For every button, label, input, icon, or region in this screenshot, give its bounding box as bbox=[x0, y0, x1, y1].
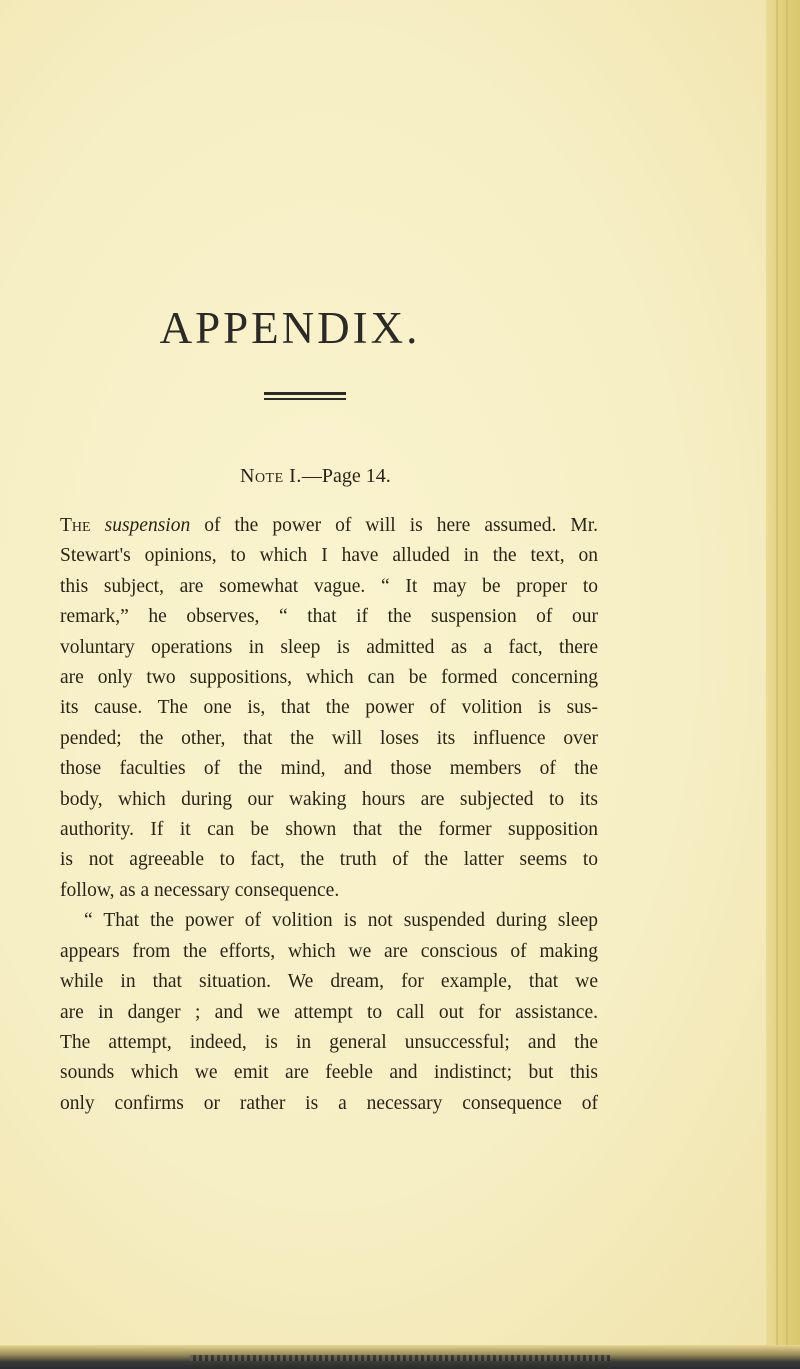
text-line: is not agreeable to fact, the truth of the latter seems to bbox=[60, 849, 598, 871]
text-line: are in danger ; and we attempt to call out for assistance. bbox=[60, 1001, 598, 1023]
text-line: follow, as a necessary consequence. bbox=[60, 879, 340, 901]
text-line: pended; the other, that the will loses its influence over bbox=[60, 727, 598, 749]
note-label: Note I. bbox=[240, 465, 302, 487]
text-line: its cause. The one is, that the power of volition is sus- bbox=[60, 697, 598, 719]
book-binding-bottom bbox=[0, 1345, 800, 1369]
heading-rule bbox=[264, 392, 346, 402]
note-page-ref: Page 14. bbox=[321, 465, 391, 487]
italic-word: suspension bbox=[104, 515, 191, 536]
text-line: remark,” he observes, “ that if the suspension of our bbox=[60, 606, 598, 628]
opening-word: The bbox=[60, 515, 91, 536]
text-line: “ That the power of volition is not suspended during sleep bbox=[84, 910, 598, 932]
text-line: The suspension of the power of will is here assumed. Mr. bbox=[60, 515, 598, 536]
binding-pattern bbox=[190, 1355, 610, 1361]
text-line: appears from the efforts, which we are conscious of making bbox=[60, 940, 598, 962]
text-line: Stewart's opinions, to which I have alluded in the text, on bbox=[60, 545, 598, 567]
text-line: sounds which we emit are feeble and indistinct; but this bbox=[60, 1062, 598, 1084]
page-heading: APPENDIX. bbox=[159, 303, 421, 353]
text-line: The attempt, indeed, is in general unsuccessful; and the bbox=[60, 1031, 598, 1053]
heading-rule-thin bbox=[264, 398, 346, 400]
text-line: are only two suppositions, which can be formed concerning bbox=[60, 667, 598, 689]
text-line: only confirms or rather is a necessary consequence of bbox=[60, 1092, 598, 1114]
text-line: authority. If it can be shown that the former supposition bbox=[60, 819, 598, 841]
text-line: while in that situation. We dream, for example, that we bbox=[60, 971, 598, 993]
page-edge-line bbox=[786, 0, 788, 1369]
text-line: those faculties of the mind, and those members of the bbox=[60, 758, 598, 780]
page-edge bbox=[766, 0, 800, 1369]
body-text bbox=[60, 511, 598, 1119]
note-separator: — bbox=[301, 465, 322, 487]
text-line: this subject, are somewhat vague. “ It may be proper to bbox=[60, 575, 598, 597]
page-edge-line bbox=[776, 0, 778, 1369]
text-line: voluntary operations in sleep is admitted as a fact, there bbox=[60, 636, 598, 658]
note-title bbox=[240, 465, 391, 488]
heading-rule-thick bbox=[264, 392, 346, 395]
text-line: body, which during our waking hours are subjected to its bbox=[60, 788, 598, 810]
